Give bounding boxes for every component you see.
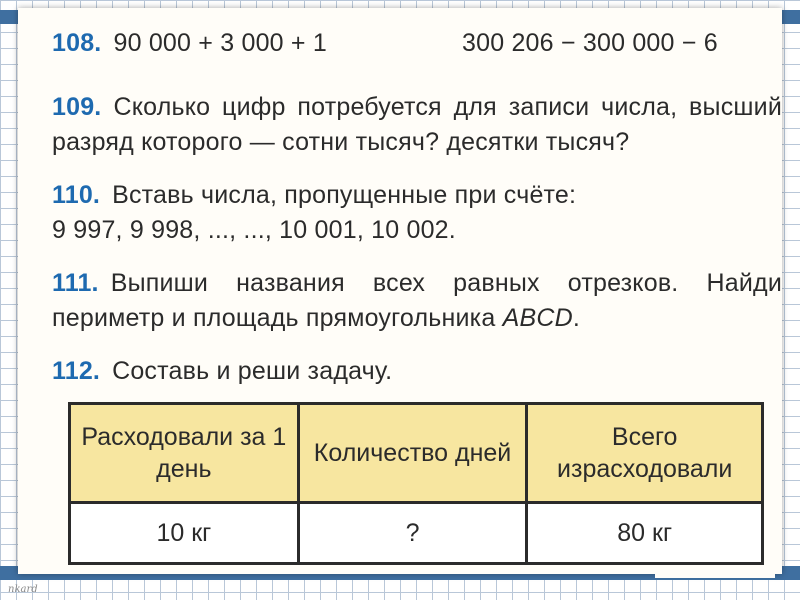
task-number-sequence: 9 997, 9 998, ..., ..., 10 001, 10 002.: [52, 216, 456, 244]
task-text: Сколько цифр потребуется для записи числа, высший разряд которого — сотни тысяч? десятки тысяч?: [52, 93, 782, 156]
task-text: Выпиши названия всех равных отрезков. Найди периметр и площадь прямоугольника: [52, 269, 782, 332]
task-expression-2: 300 206 − 300 000 − 6: [462, 29, 718, 57]
task-text: Вставь числа, пропущенные при счёте:: [112, 181, 577, 209]
table-header-cell: Количество дней: [298, 404, 527, 503]
table-header-cell: Всего израсходовали: [527, 404, 763, 503]
task-108: [52, 26, 772, 61]
textbook-page: [18, 8, 782, 574]
task-111: [52, 266, 782, 336]
task-number: 108.: [52, 29, 102, 57]
table-cell: 80 кг: [527, 503, 763, 564]
table-cell: 10 кг: [70, 503, 299, 564]
task-number: 112.: [52, 357, 101, 385]
watermark: nkard: [8, 584, 38, 595]
task-number: 109.: [52, 93, 102, 121]
page-corner-decoration: [655, 566, 775, 578]
rectangle-label: ABCD: [502, 304, 573, 332]
task-number: 110.: [52, 181, 101, 209]
table-row: [70, 503, 763, 564]
task-112: [52, 354, 772, 389]
problem-table: [68, 402, 764, 565]
table-header-row: [70, 404, 763, 503]
task-110: [52, 178, 772, 248]
task-text: Составь и реши задачу.: [112, 357, 393, 385]
table-header-cell: Расходовали за 1 день: [70, 404, 299, 503]
task-109: [52, 90, 782, 160]
table-cell: ?: [298, 503, 527, 564]
task-text-end: .: [572, 304, 581, 332]
task-expression-1: 90 000 + 3 000 + 1: [113, 29, 327, 57]
task-number: 111.: [52, 269, 99, 297]
